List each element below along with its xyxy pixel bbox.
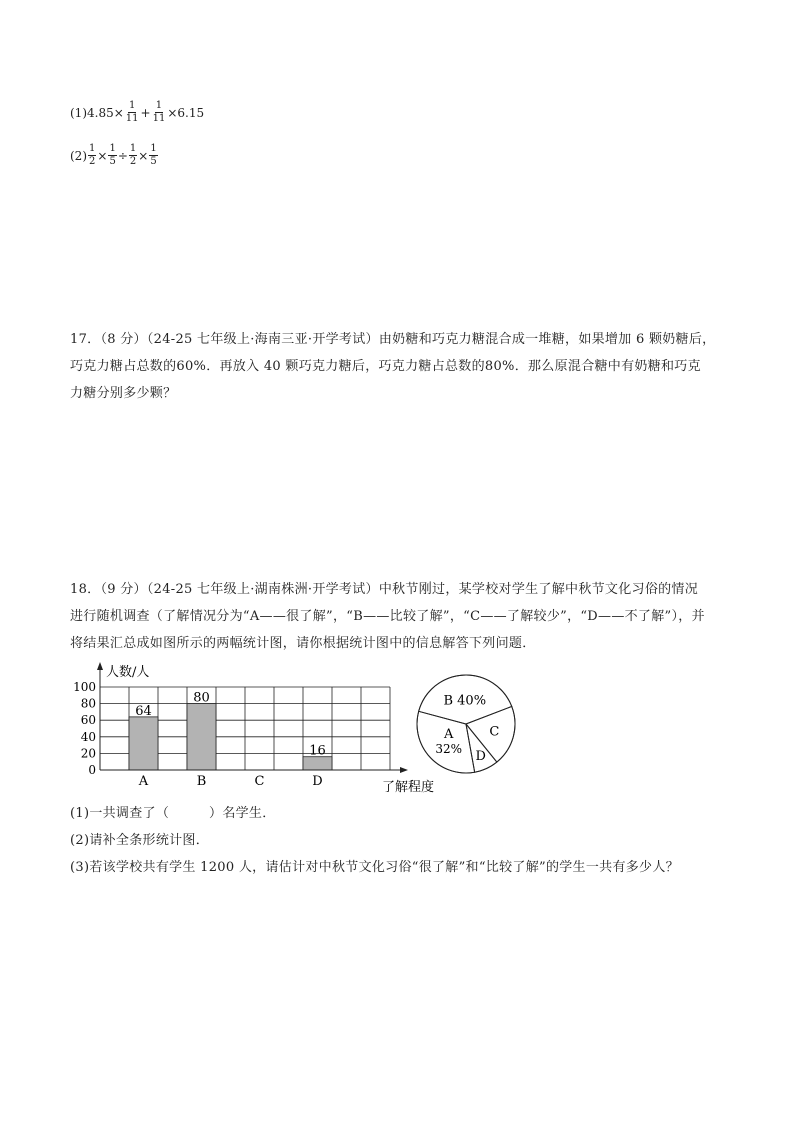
bar-chart-labels: [73, 664, 434, 795]
bar-A: [129, 717, 158, 770]
x-axis-label: 了解程度: [382, 780, 435, 795]
part2-fraction-4: $\frac{1}{5}$: [150, 143, 157, 167]
x-tick-label: C: [254, 774, 265, 789]
y-tick-label: 40: [80, 729, 96, 744]
y-axis-arrow: [97, 662, 103, 670]
part2-fraction-1: $\frac{1}{2}$: [89, 143, 96, 167]
part1-label: (1): [70, 105, 87, 120]
q16-part1: [70, 100, 204, 125]
pie-label-A: A: [443, 726, 454, 742]
q18-line-1: 18．（9 分）（24-25 七年级上·湖南株洲·开学考试）中秋节刚过，某学校对学生了解中秋节文化习俗的情况: [70, 582, 699, 597]
pie-chart: [410, 668, 530, 788]
q18-line-3: 将结果汇总成如图所示的两幅统计图，请你根据统计图中的信息解答下列问题．: [70, 636, 536, 651]
pie-label-D: D: [475, 749, 486, 765]
q17-line-3: 力糖分别多少颗？: [70, 386, 177, 401]
y-axis-label: 人数/人: [106, 665, 150, 680]
q18-sub-3: (3)若该学校共有学生 1200 人，请估计对中秋节文化习俗“很了解”和“比较了解”的学生一共有多少人？: [70, 860, 679, 875]
q18-sub-2: (2)请补全条形统计图．: [70, 833, 210, 848]
y-tick-label: 0: [88, 763, 96, 777]
part2-label: (2): [70, 148, 87, 163]
y-tick-label: 60: [80, 713, 96, 728]
y-tick-label: 100: [73, 680, 96, 694]
part1-times2: ×: [167, 105, 178, 120]
bar-B: [187, 704, 216, 770]
x-tick-label: B: [196, 774, 207, 789]
q18-sub-1: (1)一共调查了（ ）名学生．: [70, 806, 276, 821]
y-tick-label: 20: [80, 746, 96, 761]
part2-times2: ×: [138, 148, 149, 163]
part1-fraction-2: $\frac{1}{11}$: [152, 100, 166, 124]
part2-div: ÷: [117, 148, 128, 163]
part1-b: 6.15: [177, 105, 205, 120]
q17-line-1: 17．（8 分）（24-25 七年级上·海南三亚·开学考试）由奶糖和巧克力糖混合成一堆糖，如果增加 6 颗奶糖后，: [70, 332, 716, 347]
question-18: [70, 576, 705, 657]
bar-value-label: 64: [135, 703, 152, 719]
part1-a: 4.85: [87, 105, 114, 120]
part1-times: ×: [113, 105, 124, 120]
q18-line-2: 进行随机调查（了解情况分为“A——很了解”，“B——比较了解”，“C——了解较少”，“D——不了解”），并: [70, 609, 705, 624]
pie-chart-slices: [417, 675, 515, 773]
part1-plus: +: [140, 105, 151, 120]
q17-line-2: 巧克力糖占总数的60%．再放入 40 颗巧克力糖后，巧克力糖占总数的80%．那么原混合糖中有奶糖和巧克: [70, 359, 701, 374]
part2-fraction-2: $\frac{1}{5}$: [109, 143, 116, 167]
x-tick-label: A: [138, 774, 149, 789]
bar-chart: [60, 658, 435, 798]
pie-label-B: B 40%: [443, 693, 487, 709]
question-17: [70, 326, 715, 407]
part2-times: ×: [97, 148, 108, 163]
part1-fraction-1: $\frac{1}{11}$: [125, 100, 139, 124]
q16-part2: [70, 143, 159, 168]
bar-value-label: 16: [309, 743, 326, 759]
bar-value-label: 80: [193, 690, 210, 706]
x-axis-arrow: [400, 767, 408, 773]
y-tick-label: 80: [80, 696, 96, 711]
x-tick-label: D: [312, 774, 323, 789]
pie-label-C: C: [489, 724, 500, 740]
part2-fraction-3: $\frac{1}{2}$: [129, 143, 137, 167]
pie-pct-A: 32%: [435, 741, 463, 756]
